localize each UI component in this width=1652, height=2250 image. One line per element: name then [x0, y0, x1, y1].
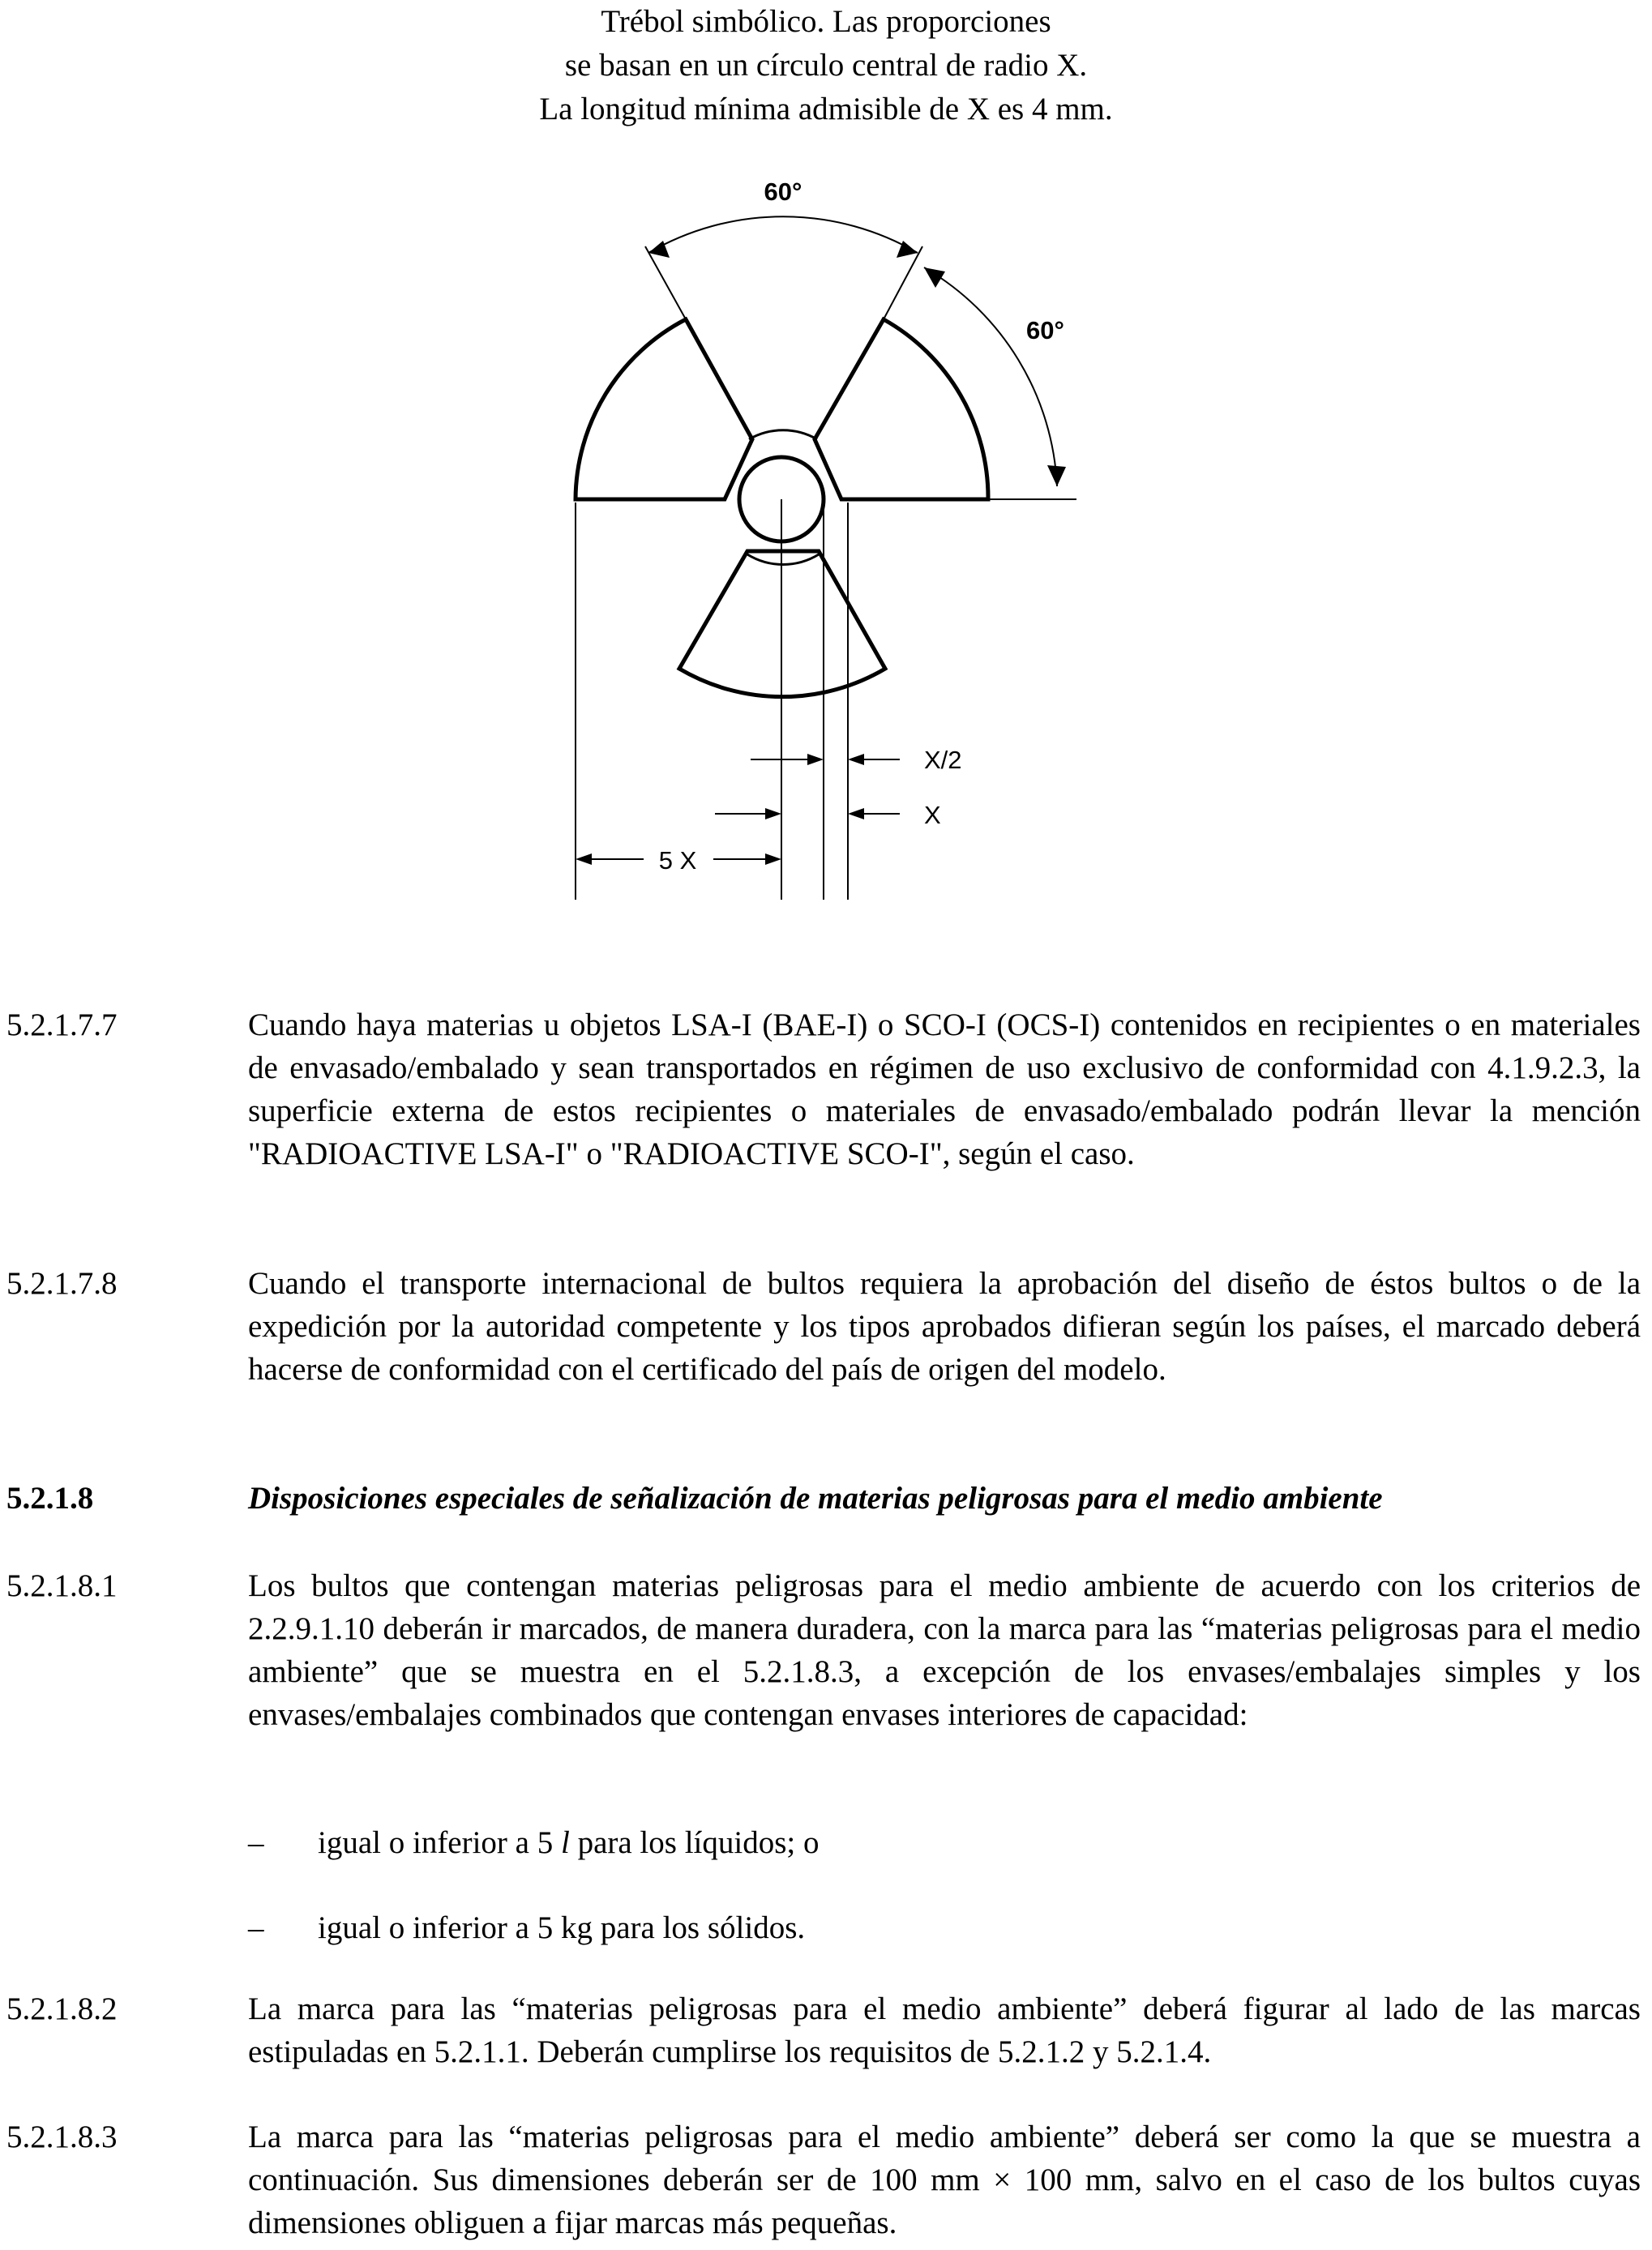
trefoil-blade-left: [576, 319, 752, 499]
liter-unit: l: [560, 1825, 570, 1860]
paragraph-text: La marca para las “materias peligrosas para el medio ambiente” deberá ser como la que se muestra a continuación. Sus dimensiones deberán ser de 100 mm × 100 mm, salvo en el caso de los bultos cuyas dimensiones obliguen a fijar marcas más pequeñas.: [248, 2120, 1641, 2240]
angle-arc-top: [648, 216, 918, 253]
arrowhead: [576, 853, 592, 865]
paragraph-number: 5.2.1.8.1: [6, 1568, 118, 1603]
dimension-label-half-x: X/2: [924, 746, 962, 774]
dash-bullet: –: [248, 1910, 264, 1945]
trefoil-gap-arc: [749, 430, 817, 439]
paragraph-text: Los bultos que contengan materias peligrosas para el medio ambiente de acuerdo con los criterios de 2.2.9.1.10 deberán ir marcados, de manera duradera, con la marca para las “materias peligrosas para el medio ambiente” que se muestra en el 5.2.1.8.3, a excepción de los envases/embalajes simples y los envases/embalajes combinados que contengan envases interiores de capacidad:: [248, 1568, 1641, 1732]
section-number: 5.2.1.8: [6, 1481, 94, 1516]
list-item-text: igual o inferior a 5 kg para los sólidos.: [318, 1910, 806, 1945]
angle-label-right: 60°: [1026, 316, 1064, 344]
angle-label-top: 60°: [764, 178, 802, 206]
caption-line: Trébol simbólico. Las proporciones: [601, 4, 1051, 39]
arrowhead: [765, 808, 781, 819]
dimension-label-x: X: [924, 801, 941, 829]
section-title: Disposiciones especiales de señalización de materias peligrosas para el medio ambiente: [248, 1481, 1383, 1516]
paragraph-number: 5.2.1.7.7: [6, 1007, 118, 1042]
paragraph-number: 5.2.1.8.3: [6, 2120, 118, 2154]
arrowhead: [807, 754, 824, 765]
dimension-label-5x: 5 X: [658, 846, 697, 875]
arrowhead: [924, 267, 945, 288]
arrowhead: [765, 853, 781, 865]
arrowhead: [848, 808, 864, 819]
paragraph-text: Cuando el transporte internacional de bultos requiera la aprobación del diseño de éstos bultos o de la expedición por la autoridad competente y los tipos aprobados difieran según los países, el marcado deberá hacerse de conformidad con el certificado del país de origen del modelo.: [248, 1266, 1641, 1387]
trefoil-blade-right: [815, 319, 988, 499]
angle-arc-right: [924, 267, 1057, 486]
paragraph-number: 5.2.1.8.2: [6, 1991, 118, 2026]
angle-extension-line: [884, 246, 922, 319]
paragraph-text: La marca para las “materias peligrosas para el medio ambiente” deberá figurar al lado de las marcas estipuladas en 5.2.1.1. Deberán cumplirse los requisitos de 5.2.1.2 y 5.2.1.4.: [248, 1991, 1641, 2069]
arrowhead: [1047, 465, 1066, 486]
caption-line: La longitud mínima admisible de X es 4 mm.: [539, 92, 1113, 126]
paragraph-number: 5.2.1.7.8: [6, 1266, 118, 1301]
arrowhead: [848, 754, 864, 765]
trefoil-diagram: [0, 0, 1652, 916]
caption-line: se basan en un círculo central de radio X.: [564, 48, 1088, 83]
trefoil-gap-arc: [747, 554, 819, 564]
paragraph-text: Cuando haya materias u objetos LSA-I (BAE-I) o SCO-I (OCS-I) contenidos en recipientes o en materiales de envasado/embalado y sean transportados en régimen de uso exclusivo de conformidad con 4.1.9.2.3, la superficie externa de estos recipientes o materiales de envasado/embalado podrán llevar la mención "RADIOACTIVE LSA-I" o "RADIOACTIVE SCO-I", según el caso.: [248, 1007, 1641, 1171]
angle-extension-line: [645, 246, 686, 319]
dash-bullet: –: [248, 1825, 264, 1860]
list-item-text: igual o inferior a 5 l para los líquidos; o: [318, 1825, 820, 1860]
